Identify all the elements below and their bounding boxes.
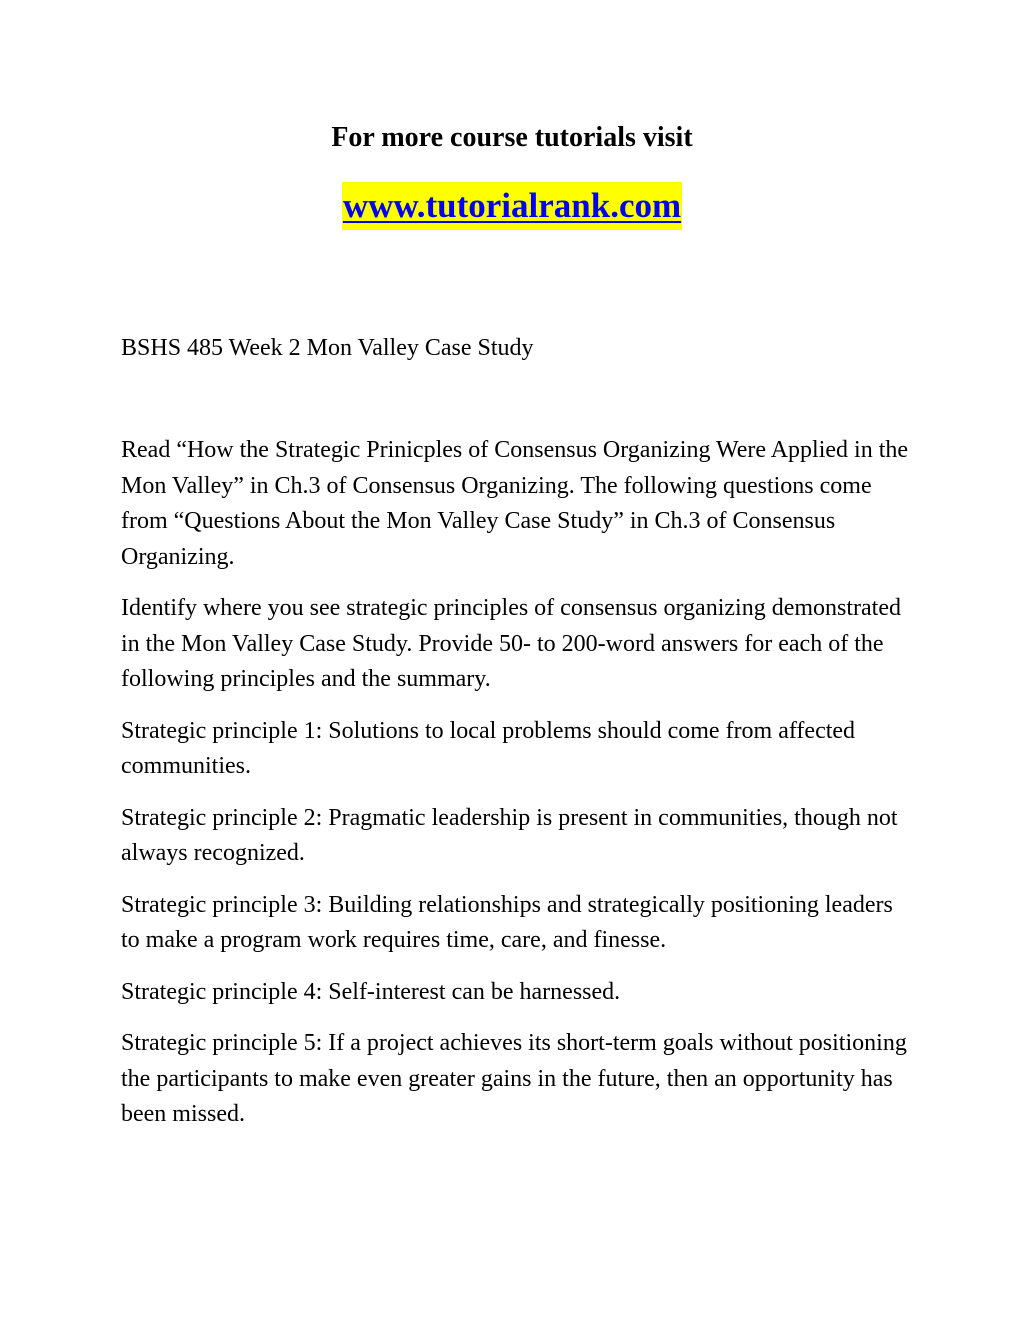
link-container [0,182,1024,230]
tutorial-site-link[interactable]: www.tutorialrank.com [342,182,682,230]
principle-1-paragraph: Strategic principle 1: Solutions to local problems should come from affected communities. [121,717,856,779]
document-title: BSHS 485 Week 2 Mon Valley Case Study [121,335,534,361]
principle-5-paragraph: Strategic principle 5: If a project achieves its short-term goals without positioning the participants to make even greater gains in the future, then an opportunity has been missed. [121,1030,907,1127]
instructions-paragraph: Identify where you see strategic principles of consensus organizing demonstrated in the Mon Valley Case Study. Provide 50- to 200-word answers for each of the following principles and the summary. [121,595,901,692]
intro-paragraph: Read “How the Strategic Prinicples of Consensus Organizing Were Applied in the Mon Valley” in Ch.3 of Consensus Organizing. The following questions come from “Questions About the Mon Valley Case Study” in Ch.3 of Consensus Organizing. [121,437,909,570]
document-body [121,433,911,1149]
principle-4-paragraph: Strategic principle 4: Self-interest can be harnessed. [121,978,621,1005]
principle-2-paragraph: Strategic principle 2: Pragmatic leadership is present in communities, though not always recognized. [121,804,898,866]
visit-heading: For more course tutorials visit [331,122,693,153]
principle-3-paragraph: Strategic principle 3: Building relationships and strategically positioning leaders to make a program work requires time, care, and finesse. [121,891,893,953]
